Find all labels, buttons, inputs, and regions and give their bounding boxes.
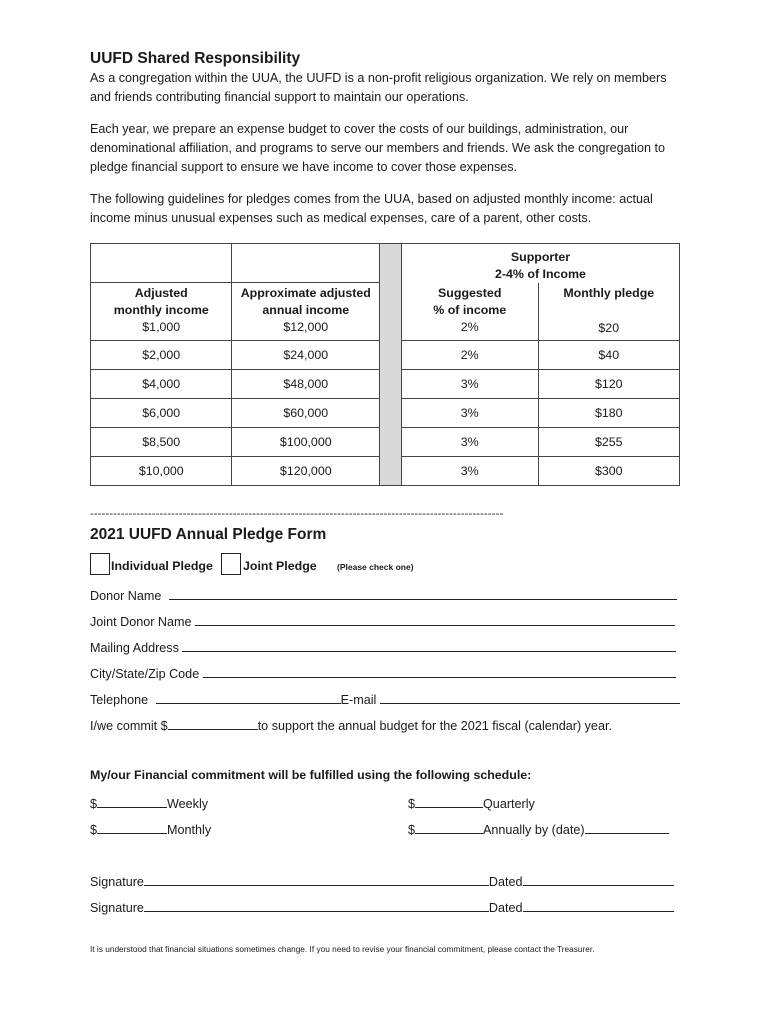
city-state-zip-field[interactable] [203, 664, 676, 678]
table-cell: $300 [538, 457, 679, 486]
dated-label: Dated [488, 875, 523, 889]
table-cell: $1,000 [142, 320, 181, 334]
dated-label: Dated [488, 901, 523, 915]
dollar-sign: $ [90, 823, 98, 837]
table-cell: $6,000 [91, 399, 232, 428]
table-cell: $4,000 [91, 370, 232, 399]
table-cell: $20 [598, 320, 620, 335]
donor-name-label: Donor Name [90, 589, 162, 603]
dated-field-2[interactable] [523, 898, 674, 912]
signature-field-1[interactable] [144, 872, 489, 886]
table-cell: $100,000 [232, 428, 380, 457]
quarterly-amount-field[interactable] [415, 794, 483, 808]
table-cell: 3% [401, 399, 538, 428]
col-header-pledge-label: Monthly pledge [563, 285, 655, 300]
quarterly-label: Quarterly [483, 797, 535, 811]
intro-paragraph-2: Each year, we prepare an expense budget to cover the costs of our buildings, administration, our denominational affiliation, and programs to serve our members and friends. We ask the congregation to pledge financial support to ensure we have income to cover those expenses. [90, 122, 665, 174]
telephone-email-row [90, 690, 680, 707]
col-header-monthly-income [91, 283, 232, 341]
email-field[interactable] [380, 690, 680, 704]
table-cell: $255 [538, 428, 679, 457]
dollar-sign: $ [408, 797, 416, 811]
schedule-title: My/our Financial commitment will be fulfilled using the following schedule: [90, 768, 532, 782]
signature-field-2[interactable] [144, 898, 489, 912]
commit-amount-field[interactable] [168, 716, 258, 730]
table-cell: $120,000 [232, 457, 380, 486]
donor-name-field[interactable] [169, 586, 677, 600]
annually-row [408, 820, 669, 837]
quarterly-row [408, 794, 535, 811]
cut-line-separator: ----------------------------------------------------------------------------------------------------------- [90, 508, 504, 520]
col-header-annual-income [232, 283, 380, 341]
annually-amount-field[interactable] [415, 820, 483, 834]
city-state-zip-row [90, 664, 676, 681]
col-header-pledge [538, 283, 679, 341]
table-cell: 2% [460, 319, 479, 334]
weekly-amount-field[interactable] [97, 794, 167, 808]
annually-date-field[interactable] [585, 820, 669, 834]
intro-paragraph-1: As a congregation within the UUA, the UUFD is a non-profit religious organization. We rely on members and friends contributing financial support to maintain our operations. [90, 71, 667, 104]
telephone-label: Telephone [90, 693, 149, 707]
form-title: 2021 UUFD Annual Pledge Form [90, 526, 327, 543]
commit-suffix: to support the annual budget for the 2021 fiscal (calendar) year. [257, 719, 612, 733]
col-header-percent-label: Suggested % of income [433, 285, 507, 317]
table-cell: $180 [538, 399, 679, 428]
check-one-note: (Please check one) [337, 562, 414, 572]
table-cell: $12,000 [283, 320, 329, 334]
dated-field-1[interactable] [523, 872, 674, 886]
commit-row [90, 716, 612, 733]
table-cell: $2,000 [91, 341, 232, 370]
joint-donor-name-field[interactable] [195, 612, 675, 626]
joint-donor-name-row [90, 612, 675, 629]
table-empty-cell [91, 244, 232, 283]
telephone-field[interactable] [156, 690, 341, 704]
col-header-annual-income-label: Approximate adjusted annual income [240, 286, 371, 317]
table-cell: 2% [401, 341, 538, 370]
col-header-monthly-income-label: Adjusted monthly income [113, 286, 209, 317]
signature-row-2 [90, 898, 674, 915]
dollar-sign: $ [90, 797, 98, 811]
table-cell: $120 [538, 370, 679, 399]
supporter-group-header: Supporter 2-4% of Income [401, 244, 679, 283]
mailing-address-row [90, 638, 676, 655]
signature-row-1 [90, 872, 674, 889]
city-state-zip-label: City/State/Zip Code [90, 667, 200, 681]
pledge-guidelines-table [90, 243, 680, 486]
dollar-sign: $ [408, 823, 416, 837]
table-cell: $60,000 [232, 399, 380, 428]
mailing-address-field[interactable] [182, 638, 676, 652]
commit-prefix: I/we commit $ [90, 719, 168, 733]
table-cell: $8,500 [91, 428, 232, 457]
monthly-row [90, 820, 211, 837]
monthly-amount-field[interactable] [97, 820, 167, 834]
joint-pledge-label: Joint Pledge [243, 559, 317, 573]
table-cell: 3% [401, 457, 538, 486]
annually-label: Annually by (date) [483, 823, 585, 837]
col-header-percent [401, 283, 538, 341]
pledge-type-row [90, 553, 690, 577]
mailing-address-label: Mailing Address [90, 641, 179, 655]
individual-pledge-label: Individual Pledge [111, 559, 213, 573]
donor-name-row [90, 586, 677, 603]
intro-paragraph-3: The following guidelines for pledges comes from the UUA, based on adjusted monthly income: actual income minus unusual expenses such as medical expenses, care of a parent, other costs. [90, 192, 653, 225]
table-gray-spacer [380, 244, 402, 486]
table-cell: $24,000 [232, 341, 380, 370]
individual-pledge-checkbox[interactable] [90, 553, 110, 575]
table-cell: $10,000 [91, 457, 232, 486]
table-cell: $48,000 [232, 370, 380, 399]
monthly-label: Monthly [167, 823, 212, 837]
table-cell: 3% [401, 428, 538, 457]
table-empty-cell [232, 244, 380, 283]
weekly-label: Weekly [167, 797, 209, 811]
footnote: It is understood that financial situations sometimes change. If you need to revise your financial commitment, please contact the Treasurer. [90, 944, 595, 954]
table-cell: 3% [401, 370, 538, 399]
signature-label: Signature [90, 901, 144, 915]
joint-donor-name-label: Joint Donor Name [90, 615, 192, 629]
weekly-row [90, 794, 208, 811]
table-cell: $40 [538, 341, 679, 370]
signature-label: Signature [90, 875, 144, 889]
intro-title: UUFD Shared Responsibility [90, 50, 301, 67]
joint-pledge-checkbox[interactable] [221, 553, 241, 575]
email-label: E-mail [340, 693, 377, 707]
